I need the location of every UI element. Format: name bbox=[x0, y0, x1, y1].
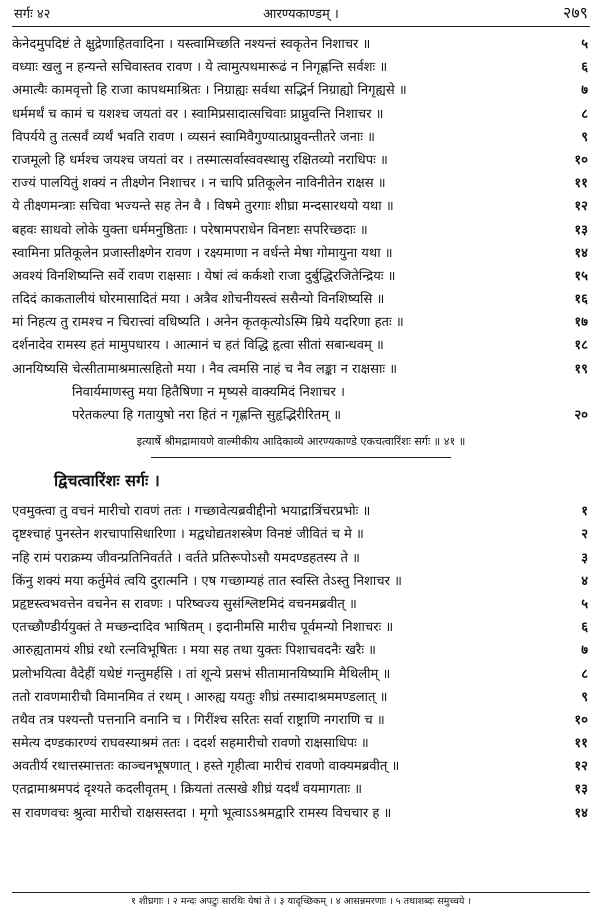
sarga-colophon: इत्यार्षे श्रीमद्रामायणे वाल्मीकीय आदिकाव्ये आरण्यकाण्डे एकचत्वारिंशः सर्गः ॥ ४१ ॥ bbox=[136, 435, 466, 449]
verse-text: एवमुक्त्वा तु वचनं मारीचो रावणं ततः । गच्छावेत्यब्रवीद्दीनो भयाद्रात्रिंचरप्रभोः ॥ bbox=[12, 504, 371, 520]
page-header bbox=[12, 4, 590, 27]
verse-text: स्वामिना प्रतिकूलेन प्रजास्तीक्ष्णेन रावण । रक्ष्यमाणा न वर्धन्ते मेषा गोमायुना यथा ॥ bbox=[12, 245, 393, 261]
verse-number: ५ bbox=[581, 37, 588, 52]
section-divider bbox=[151, 457, 451, 458]
header-kanda-title: आरण्यकाण्डम् । bbox=[263, 7, 339, 22]
verse-number: २ bbox=[581, 527, 588, 543]
sarga-42-verses bbox=[12, 500, 590, 825]
verse-number: १० bbox=[574, 712, 588, 728]
verse-text: अवश्यं विनशिष्यन्ति सर्वे रावण राक्षसाः । येषां त्वं कर्कशो राजा दुर्बुद्धिरजितेन्द्रियः ॥ bbox=[12, 268, 396, 284]
verse-line bbox=[12, 172, 590, 195]
verse-text: अमात्यैः कामवृत्तो हि राजा कापथमाश्रितः । निग्राह्यः सर्वथा सद्भिर्न निग्राह्यो निगृह्यसे ॥ bbox=[12, 83, 407, 99]
verse-number: ५ bbox=[581, 596, 588, 612]
verse-number: १२ bbox=[574, 199, 588, 215]
verse-number: ८ bbox=[581, 106, 588, 122]
verse-line bbox=[12, 755, 590, 778]
verse-text: तदिदं काकतालीयं घोरमासादितं मया । अत्रैव शोचनीयस्त्वं ससैन्यो विनशिष्यसि ॥ bbox=[12, 292, 385, 308]
verse-number: ११ bbox=[574, 176, 588, 192]
header-page-number: २७९ bbox=[563, 3, 588, 22]
verse-text: किंनु शक्यं मया कर्तुमेवं त्वयि दुरात्मनि । एष गच्छाम्यहं तात स्वस्ति तेऽस्तु निशाचर ॥ bbox=[12, 573, 402, 589]
verse-text: धर्ममर्थं च कामं च यशश्च जयतां वर । स्वामिप्रसादात्सचिवाः प्राप्नुवन्ति निशाचर ॥ bbox=[12, 106, 384, 122]
verse-number: १२ bbox=[574, 759, 588, 775]
verse-text: दर्शनादेव रामस्य हतं मामुपधारय । आत्मानं च हतं विद्धि हृत्वा सीतां सबान्धवम् ॥ bbox=[12, 338, 384, 354]
verse-line bbox=[12, 219, 590, 242]
verse-line bbox=[12, 663, 590, 686]
verse-text: अवतीर्य रथात्तस्मात्ततः काञ्चनभूषणात् । हस्ते गृहीत्वा मारीचं रावणो वाक्यमब्रवीत् ॥ bbox=[12, 759, 400, 775]
verse-text: ये तीक्ष्णमन्त्राः सचिवा भज्यन्ते सह तेन वै । विषमे तुरगाः शीघ्रा मन्दसारथयो यथा ॥ bbox=[12, 199, 394, 215]
verse-number: १९ bbox=[574, 361, 588, 377]
footnotes: १ शीघ्रगाः । २ मन्दः अपटुः सारथिः येषां ते । ३ यादृच्छिकम् । ४ आसन्नमरणाः । ५ तथाशब्दः समुच्चये । bbox=[12, 892, 590, 911]
verse-text: प्रलोभयित्वा वैदेहीं यथेष्टं गन्तुमर्हसि । तां शून्ये प्रसभं सीतामानयिष्यामि मैथिलीम् ॥ bbox=[12, 666, 391, 682]
verse-line bbox=[12, 709, 590, 732]
verse-line bbox=[12, 358, 590, 381]
verse-line bbox=[12, 639, 590, 662]
verse-text: प्रहृष्टस्त्वभवत्तेन वचनेन स रावणः । परिष्वज्य सुसंश्लिष्टमिदं वचनमब्रवीत् ॥ bbox=[12, 596, 357, 612]
verse-text: विपर्यये तु तत्सर्वं व्यर्थं भवति रावण । व्यसनं स्वामिवैगुण्यात्प्राप्नुवन्तीतरे जनाः ॥ bbox=[12, 129, 375, 145]
verse-number: ४ bbox=[581, 573, 588, 589]
verse-line bbox=[12, 126, 590, 149]
verse-number: २० bbox=[574, 408, 588, 423]
verse-text: समेत्य दण्डकारण्यं राघवस्याश्रमं ततः । ददर्श सहमारीचो रावणो राक्षसाधिपः ॥ bbox=[12, 736, 369, 752]
verse-line bbox=[12, 265, 590, 288]
verse-number: १४ bbox=[574, 245, 588, 261]
verse-number: ६ bbox=[581, 60, 588, 76]
verse-text: आरुह्यतामयं शीघ्रं रथो रत्नविभूषितः । मया सह तथा युक्तः पिशाचवदनैः खरैः ॥ bbox=[12, 643, 376, 659]
verse-number: ९ bbox=[581, 129, 588, 145]
verse-text: बहवः साधवो लोके युक्ता धर्ममनुष्ठिताः । परेषामपराधेन विनष्टाः सपरिच्छदाः ॥ bbox=[12, 222, 368, 238]
verse-number: ७ bbox=[581, 643, 588, 659]
verse-line bbox=[12, 311, 590, 334]
verse-line bbox=[12, 334, 590, 357]
verse-line bbox=[12, 103, 590, 126]
verse-number: १४ bbox=[574, 805, 588, 821]
verse-text: केनेदमुपदिष्टं ते क्षुद्रेणाहितवादिना । यस्त्वामिच्छति नश्यन्तं स्वकृतेन निशाचर ॥ bbox=[12, 37, 371, 52]
verse-text: आनयिष्यसि चेत्सीतामाश्रमात्सहितो मया । नैव त्वमसि नाहं च नैव लङ्का न राक्षसाः ॥ bbox=[12, 361, 398, 377]
verse-line bbox=[12, 547, 590, 570]
verse-number: ९ bbox=[581, 689, 588, 705]
verse-number: १३ bbox=[574, 222, 588, 238]
verse-text: एतच्छौण्डीर्ययुक्तं ते मच्छन्दादिव भाषितम् । इदानीमसि मारीच पूर्वमन्यो निशाचरः ॥ bbox=[12, 620, 394, 636]
verse-line bbox=[12, 381, 590, 404]
verse-number: ६ bbox=[581, 620, 588, 636]
verse-text: वध्याः खलु न हन्यन्ते सचिवास्तव रावण । ये त्वामुत्पथमारूढं न निगृह्णन्ति सर्वशः ॥ bbox=[12, 60, 388, 76]
verse-number: १५ bbox=[574, 268, 588, 284]
verse-text: दृष्टश्चाहं पुनस्तेन शरचापासिधारिणा । मद्वधोद्यतशस्त्रेण विनष्टं जीवितं च मे ॥ bbox=[12, 527, 364, 543]
verse-line bbox=[12, 686, 590, 709]
verse-line bbox=[12, 79, 590, 102]
verse-text: स रावणवचः श्रुत्वा मारीचो राक्षसस्तदा । मृगो भूत्वाऽऽश्रमद्वारि रामस्य विचचार ह ॥ bbox=[12, 805, 392, 821]
verse-line bbox=[12, 242, 590, 265]
verse-text: मां निहत्य तु रामश्च न चिरात्त्वां वधिष्यति । अनेन कृतकृत्योऽस्मि म्रिये यदरिणा हतः ॥ bbox=[12, 315, 404, 331]
verse-text: परेतकल्पा हि गतायुषो नरा हितं न गृह्णन्ति सुहृद्भिरीरितम् ॥ bbox=[72, 408, 342, 423]
verse-line bbox=[12, 593, 590, 616]
verse-line bbox=[12, 570, 590, 593]
verse-text: नहि रामं पराक्रम्य जीवन्प्रतिनिवर्तते । वर्तते प्रतिरूपोऽसौ यमदण्डहतस्य ते ॥ bbox=[12, 550, 361, 566]
verse-number: १० bbox=[574, 152, 588, 168]
verse-text: ततो रावणमारीचौ विमानमिव तं रथम् । आरुह्य ययतुः शीघ्रं तस्मादाश्रममण्डलात् ॥ bbox=[12, 689, 388, 705]
verse-text: राजमूलो हि धर्मश्च जयश्च जयतां वर । तस्मात्सर्वास्ववस्थासु रक्षितव्यो नराधिपः ॥ bbox=[12, 152, 388, 168]
verse-number: १८ bbox=[574, 338, 588, 354]
verse-number: १७ bbox=[574, 315, 588, 331]
verse-line bbox=[12, 778, 590, 801]
sarga-title: द्विचत्वारिंशः सर्गः । bbox=[54, 471, 160, 491]
verse-number: ८ bbox=[581, 666, 588, 682]
verse-text: राज्यं पालयितुं शक्यं न तीक्ष्णेन निशाचर । न चापि प्रतिकूलेन नाविनीतेन राक्षस ॥ bbox=[12, 176, 386, 192]
verse-line bbox=[12, 33, 590, 56]
verse-number: १ bbox=[581, 504, 588, 520]
verse-line bbox=[12, 56, 590, 79]
verse-line bbox=[12, 616, 590, 639]
verse-line bbox=[12, 288, 590, 311]
verse-line bbox=[12, 523, 590, 546]
verse-number: ३ bbox=[581, 550, 588, 566]
verse-line bbox=[12, 149, 590, 172]
verse-line bbox=[12, 404, 590, 427]
header-sarga-number: सर्गः ४२ bbox=[14, 7, 51, 22]
verse-line bbox=[12, 195, 590, 218]
verse-text: निवार्यमाणस्तु मया हितैषिणा न मृष्यसे वाक्यमिदं निशाचर । bbox=[72, 384, 345, 400]
verse-line bbox=[12, 732, 590, 755]
verse-number: १६ bbox=[574, 292, 588, 308]
verse-line bbox=[12, 500, 590, 523]
verse-number: १३ bbox=[574, 782, 588, 798]
verse-line bbox=[12, 802, 590, 825]
verse-number: ७ bbox=[581, 83, 588, 99]
sarga-41-verses bbox=[12, 33, 590, 427]
verse-text: तथैव तत्र पश्यन्तौ पत्तनानि वनानि च । गिरींश्च सरितः सर्वा राष्ट्राणि नगराणि च ॥ bbox=[12, 712, 385, 728]
verse-number: ११ bbox=[574, 736, 588, 752]
verse-text: एतद्रामाश्रमपदं दृश्यते कदलीवृतम् । क्रियतां तत्सखे शीघ्रं यदर्थं वयमागताः ॥ bbox=[12, 782, 363, 798]
